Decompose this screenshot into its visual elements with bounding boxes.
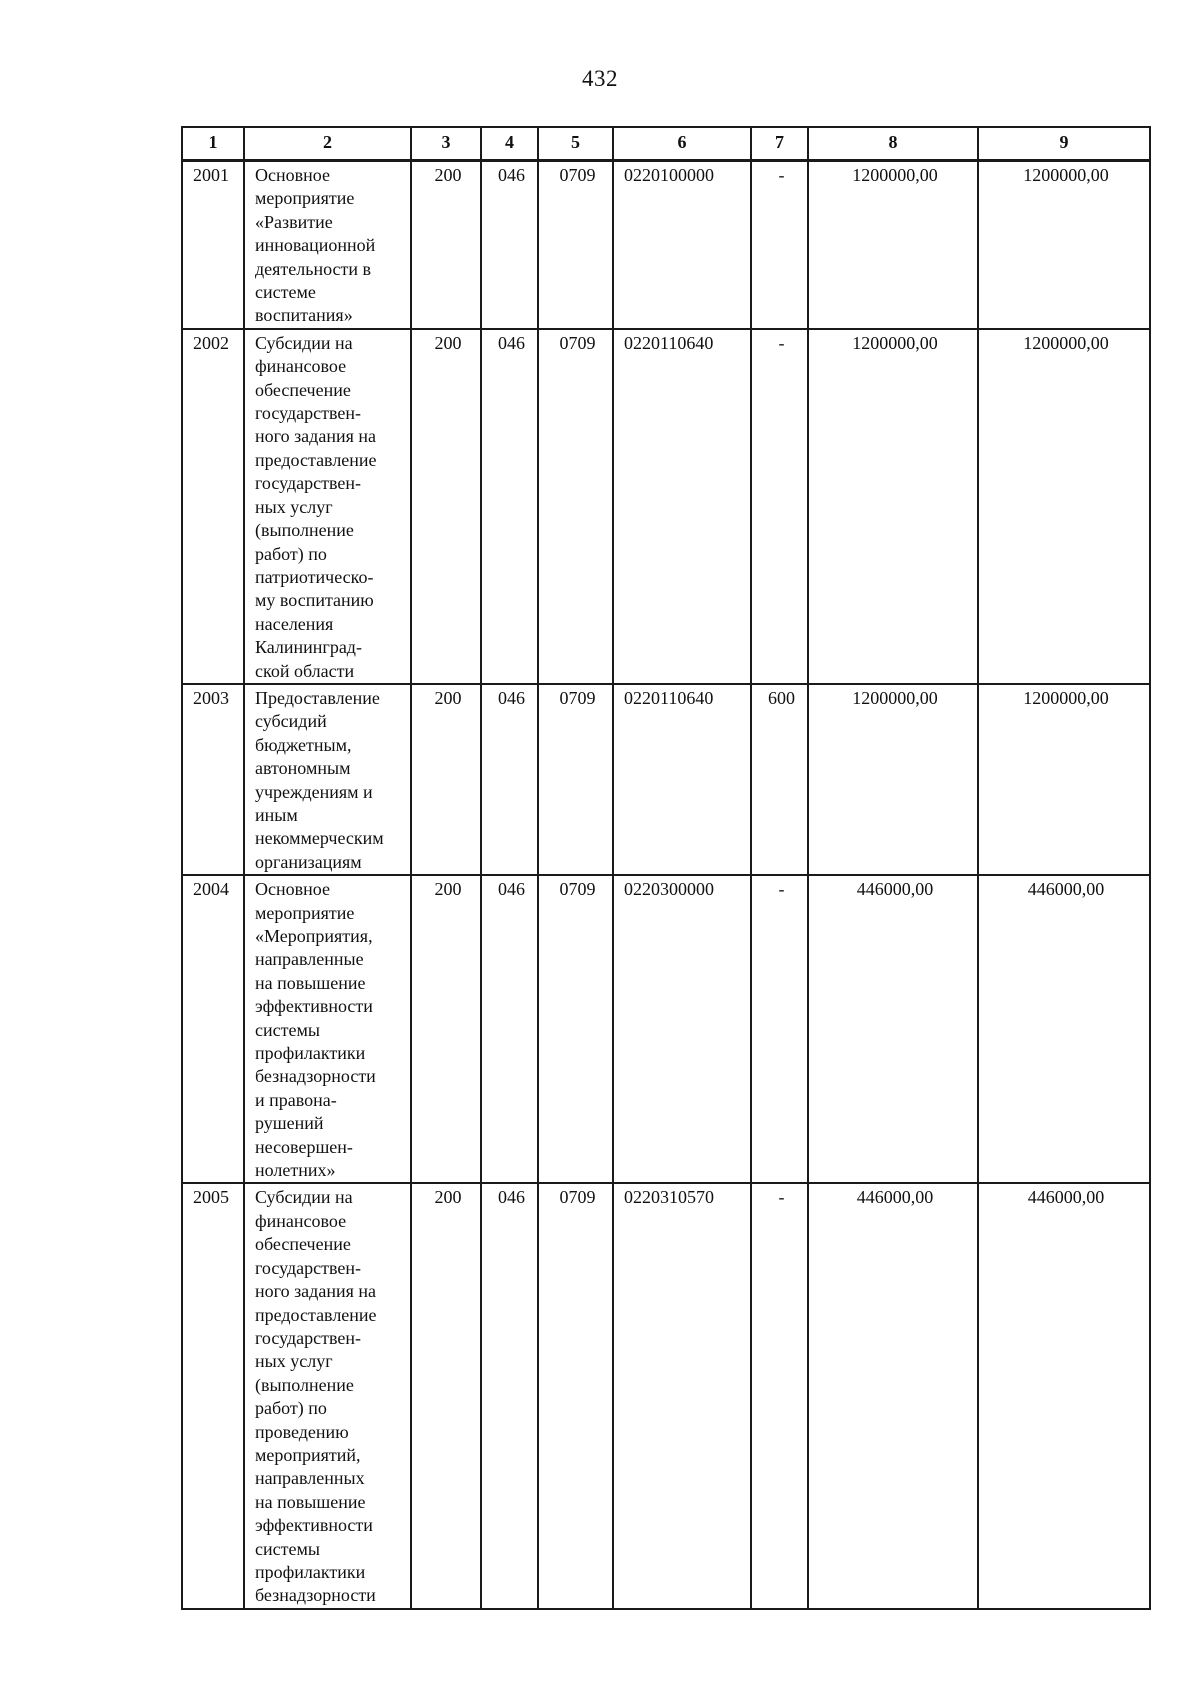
table-row bbox=[182, 875, 1150, 1183]
row-amount-1: 446000,00 bbox=[808, 1183, 978, 1608]
row-name-line: государствен- bbox=[255, 1257, 362, 1278]
row-name-line: патриотическо- bbox=[255, 566, 374, 587]
row-section: 0709 bbox=[538, 875, 613, 1183]
table-row bbox=[182, 161, 1150, 329]
row-name-line: предоставление bbox=[255, 449, 377, 470]
row-name-line: ской области bbox=[255, 660, 355, 681]
row-name-line: деятельности в bbox=[255, 258, 372, 279]
column-header: 7 bbox=[751, 127, 808, 161]
row-department: 046 bbox=[481, 1183, 538, 1608]
row-name-line: (выполнение bbox=[255, 1374, 354, 1395]
row-section: 0709 bbox=[538, 1183, 613, 1608]
row-department: 046 bbox=[481, 684, 538, 875]
row-name bbox=[244, 329, 411, 684]
row-name-line: ного задания на bbox=[255, 1281, 376, 1302]
row-expense-type: - bbox=[751, 329, 808, 684]
row-section: 0709 bbox=[538, 329, 613, 684]
column-header: 8 bbox=[808, 127, 978, 161]
row-name-line: несовершен- bbox=[255, 1136, 353, 1157]
row-name bbox=[244, 161, 411, 329]
row-name bbox=[244, 1183, 411, 1608]
table-row bbox=[182, 1183, 1150, 1608]
row-name-line: системе bbox=[255, 282, 316, 303]
row-name-line: направленные bbox=[255, 949, 364, 970]
row-name-line: безнадзорности bbox=[255, 1585, 376, 1606]
row-name-line: некоммерческим bbox=[255, 828, 384, 849]
row-name-line: системы bbox=[255, 1538, 320, 1559]
budget-table bbox=[181, 126, 1151, 1610]
row-name-line: организациям bbox=[255, 851, 362, 872]
row-name-line: ных услуг bbox=[255, 1351, 333, 1372]
row-name-line: учреждениям и bbox=[255, 781, 373, 802]
row-number: 2005 bbox=[182, 1183, 244, 1608]
row-amount-1: 1200000,00 bbox=[808, 684, 978, 875]
row-name-line: профилактики bbox=[255, 1043, 366, 1064]
row-name-line: Калининград- bbox=[255, 637, 362, 658]
row-name-line: (выполнение bbox=[255, 520, 354, 541]
row-name-line: обеспечение bbox=[255, 379, 351, 400]
row-name-line: ных услуг bbox=[255, 496, 333, 517]
row-amount-2: 1200000,00 bbox=[978, 161, 1150, 329]
column-header: 9 bbox=[978, 127, 1150, 161]
column-header: 2 bbox=[244, 127, 411, 161]
row-name-line: «Мероприятия, bbox=[255, 926, 373, 946]
row-expense-type: 600 bbox=[751, 684, 808, 875]
row-name-line: Субсидии на bbox=[255, 332, 353, 353]
row-amount-1: 1200000,00 bbox=[808, 329, 978, 684]
row-name-line: мероприятий, bbox=[255, 1444, 361, 1465]
row-target-item: 0220110640 bbox=[613, 684, 751, 875]
row-target-item: 0220310570 bbox=[613, 1183, 751, 1608]
row-expense-type: - bbox=[751, 875, 808, 1183]
row-name-line: профилактики bbox=[255, 1561, 366, 1582]
row-amount-2: 1200000,00 bbox=[978, 329, 1150, 684]
row-name-line: мероприятие bbox=[255, 902, 355, 923]
row-name bbox=[244, 684, 411, 875]
row-amount-2: 446000,00 bbox=[978, 1183, 1150, 1608]
column-header: 5 bbox=[538, 127, 613, 161]
row-target-item: 0220100000 bbox=[613, 161, 751, 329]
row-code: 200 bbox=[411, 1183, 481, 1608]
row-name-line: системы bbox=[255, 1019, 320, 1040]
row-name bbox=[244, 875, 411, 1183]
row-name-line: проведению bbox=[255, 1421, 349, 1442]
row-name-line: и правона- bbox=[255, 1089, 337, 1110]
row-target-item: 0220110640 bbox=[613, 329, 751, 684]
row-name-line: воспитания» bbox=[255, 305, 353, 326]
row-name-line: на повышение bbox=[255, 972, 366, 993]
row-name-line: ного задания на bbox=[255, 426, 376, 447]
row-name-line: Основное bbox=[255, 165, 330, 185]
row-code: 200 bbox=[411, 875, 481, 1183]
page-number: 432 bbox=[582, 66, 618, 91]
row-amount-1: 446000,00 bbox=[808, 875, 978, 1183]
column-header: 4 bbox=[481, 127, 538, 161]
row-name-line: му воспитанию bbox=[255, 590, 374, 611]
table-row bbox=[182, 684, 1150, 875]
row-code: 200 bbox=[411, 684, 481, 875]
row-name-line: рушений bbox=[255, 1113, 324, 1134]
row-name-line: населения bbox=[255, 613, 334, 634]
row-name-line: предоставление bbox=[255, 1304, 377, 1325]
row-target-item: 0220300000 bbox=[613, 875, 751, 1183]
row-expense-type: - bbox=[751, 161, 808, 329]
row-expense-type: - bbox=[751, 1183, 808, 1608]
row-name-line: государствен- bbox=[255, 403, 362, 424]
column-header: 1 bbox=[182, 127, 244, 161]
row-name-line: государствен- bbox=[255, 473, 362, 494]
table-body bbox=[182, 161, 1150, 1609]
row-name-line: обеспечение bbox=[255, 1234, 351, 1255]
column-header: 3 bbox=[411, 127, 481, 161]
row-name-line: эффективности bbox=[255, 1515, 373, 1536]
row-name-line: Субсидии на bbox=[255, 1187, 353, 1208]
row-name-line: бюджетным, bbox=[255, 734, 352, 755]
row-amount-2: 1200000,00 bbox=[978, 684, 1150, 875]
row-code: 200 bbox=[411, 329, 481, 684]
row-department: 046 bbox=[481, 329, 538, 684]
row-name-line: «Развитие bbox=[255, 211, 333, 232]
row-number: 2003 bbox=[182, 684, 244, 875]
row-name-line: финансовое bbox=[255, 1210, 347, 1231]
row-name-line: на повышение bbox=[255, 1491, 366, 1512]
row-name-line: нолетних» bbox=[255, 1160, 336, 1181]
row-section: 0709 bbox=[538, 684, 613, 875]
row-name-line: работ) по bbox=[255, 543, 327, 564]
row-name-line: автономным bbox=[255, 758, 351, 779]
row-number: 2001 bbox=[182, 161, 244, 329]
row-department: 046 bbox=[481, 161, 538, 329]
row-number: 2002 bbox=[182, 329, 244, 684]
table-row bbox=[182, 329, 1150, 684]
column-header: 6 bbox=[613, 127, 751, 161]
row-name-line: инновационной bbox=[255, 235, 376, 256]
row-section: 0709 bbox=[538, 161, 613, 329]
row-name-line: эффективности bbox=[255, 996, 373, 1017]
row-name-line: мероприятие bbox=[255, 188, 355, 209]
row-name-line: безнадзорности bbox=[255, 1066, 376, 1087]
row-name-line: Основное bbox=[255, 879, 330, 900]
row-name-line: работ) по bbox=[255, 1398, 327, 1419]
row-name-line: Предоставление bbox=[255, 687, 380, 708]
table-header-row bbox=[182, 127, 1150, 161]
row-amount-1: 1200000,00 bbox=[808, 161, 978, 329]
row-number: 2004 bbox=[182, 875, 244, 1183]
row-department: 046 bbox=[481, 875, 538, 1183]
row-code: 200 bbox=[411, 161, 481, 329]
row-name-line: финансовое bbox=[255, 356, 347, 377]
row-name-line: субсидий bbox=[255, 711, 327, 732]
row-amount-2: 446000,00 bbox=[978, 875, 1150, 1183]
row-name-line: иным bbox=[255, 804, 298, 825]
row-name-line: государствен- bbox=[255, 1327, 362, 1348]
row-name-line: направленных bbox=[255, 1468, 365, 1489]
